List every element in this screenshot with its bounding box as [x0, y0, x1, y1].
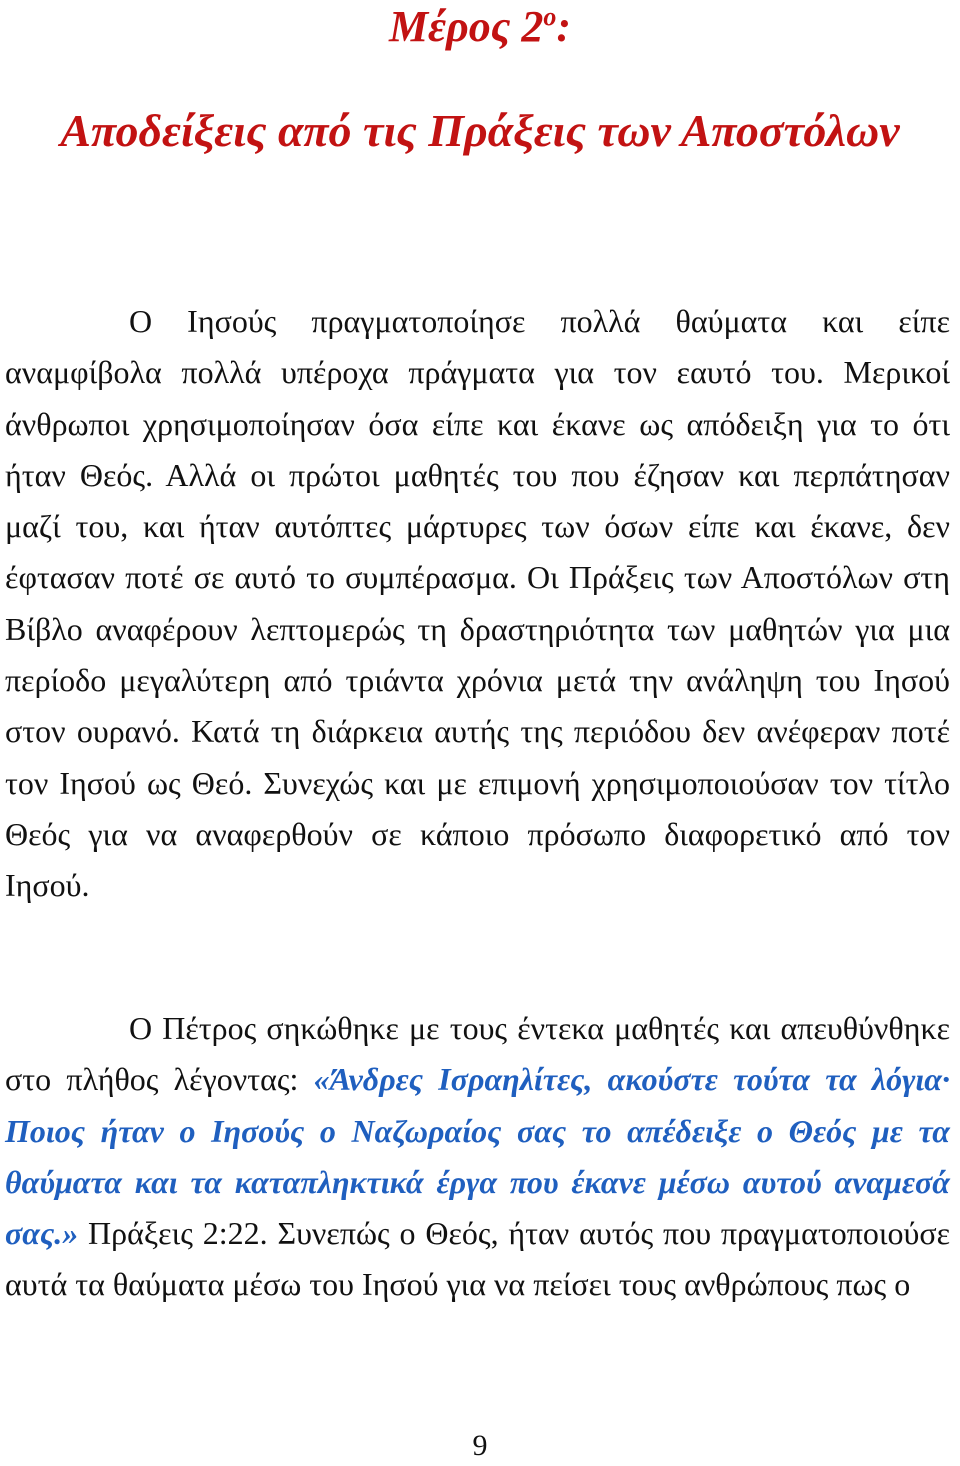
page-number: 9 — [472, 1429, 488, 1462]
scripture-reference: Πράξεις 2:22. — [78, 1215, 268, 1252]
scripture-quote: «Άνδρες Ισραηλίτες, ακούστε τούτα τα λόγια· Ποιος ήταν ο Ιησούς ο Ναζωραίος σας το απέδειξε ο Θεός με τα θαύματα και τα καταπληκτικά έργα που έκανε μέσω αυτού αναμεσά σας.» — [5, 1061, 951, 1252]
part-ordinal: ο — [543, 2, 557, 31]
part-label: Μέρος 2 — [388, 2, 544, 51]
paragraph-2-continuation: Συνεπώς ο Θεός, ήταν αυτός που πραγματοποιούσε αυτά τα θαύματα μέσω του Ιησού για να πείσει τους ανθρώπους πως ο — [5, 1215, 951, 1303]
body-section-2 — [5, 1003, 950, 1311]
paragraph-1: Ο Ιησούς πραγματοποίησε πολλά θαύματα και είπε αναμφίβολα πολλά υπέροχα πράγματα για τον εαυτό του. Μερικοί άνθρωποι χρησιμοποίησαν όσα είπε και έκανε ως απόδειξη για το ότι ήταν Θεός. Αλλά οι πρώτοι μαθητές του που έζησαν και περπάτησαν μαζί του, και ήταν αυτόπτες μάρτυρες των όσων είπε και έκανε, δεν έφτασαν ποτέ σε αυτό το συμπέρασμα. Οι Πράξεις των Αποστόλων στη Βίβλο αναφέρουν λεπτομερώς τη δραστηριότητα των μαθητών για μια περίοδο μεγαλύτερη από τριάντα χρόνια μετά την ανάληψη του Ιησού στον ουρανό. Κατά τη διάρκεια αυτής της περιόδου δεν ανέφεραν ποτέ τον Ιησού ως Θεό. Συνεχώς και με επιμονή χρησιμοποιούσαν τον τίτλο Θεός για να αναφερθούν σε κάποιο πρόσωπο διαφορετικό από τον Ιησού. — [5, 303, 950, 904]
paragraph-2 — [5, 1003, 950, 1311]
body-section-1 — [5, 296, 950, 912]
chapter-title: Αποδείξεις από τις Πράξεις των Αποστόλων — [60, 105, 900, 156]
part-heading — [0, 2, 960, 52]
part-colon: : — [556, 2, 572, 51]
paragraph-2-intro: Ο Πέτρος σηκώθηκε με τους έντεκα μαθητές και απευθύνθηκε στο πλήθος λέγοντας: — [5, 1010, 950, 1098]
